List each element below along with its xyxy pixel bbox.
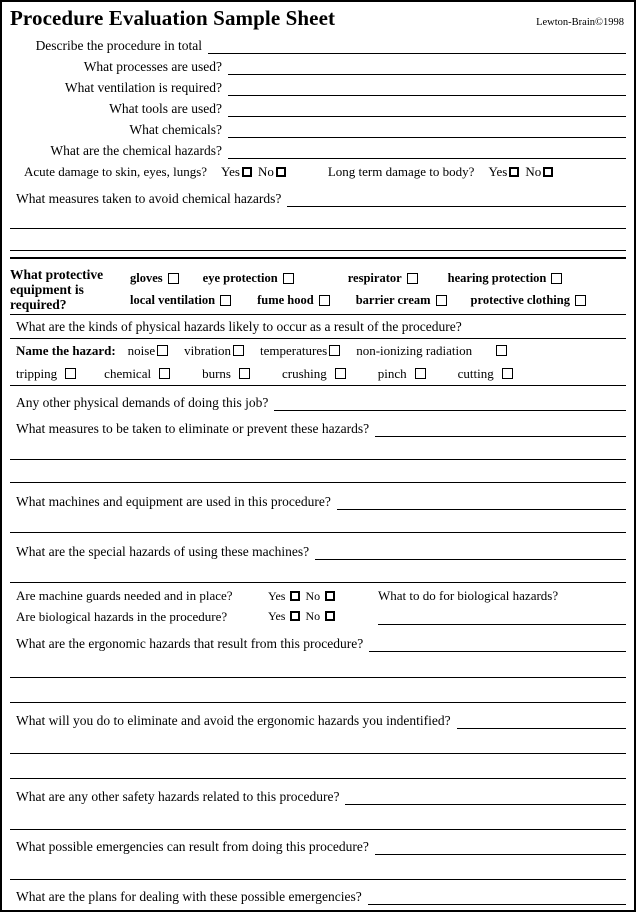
answer-field-chemical-measures-line2[interactable] (10, 207, 626, 229)
biological-hazards-row (10, 606, 626, 627)
question-label: What are the special hazards of using these machines? (16, 544, 310, 559)
question-row-processes (10, 54, 626, 75)
local-ventilation-checkbox[interactable] (220, 295, 231, 306)
machine-guards-no-checkbox[interactable] (325, 591, 335, 601)
answer-field-ergonomic-eliminate-line3[interactable] (10, 754, 626, 779)
question-row-emergency-plans (10, 880, 626, 905)
hazard-label: temperatures (260, 342, 328, 358)
protective-equipment-section (10, 263, 626, 314)
hazard-burns (202, 366, 252, 382)
hazard-non-ionizing-radiation (356, 343, 509, 359)
eye-protection-checkbox[interactable] (283, 273, 294, 284)
answer-field-special-hazards[interactable] (315, 544, 626, 560)
answer-field-possible-emergencies-line2[interactable] (10, 855, 626, 880)
question-row-special-hazards (10, 533, 626, 560)
chemical-checkbox[interactable] (159, 368, 170, 379)
answer-field-other-safety-hazards-line2[interactable] (10, 805, 626, 830)
hazard-label: chemical (104, 365, 152, 381)
protective-item-fume-hood (257, 293, 332, 308)
question-row-chemical-measures (10, 184, 626, 207)
question-label: What will you do to eliminate and avoid the ergonomic hazards you indentified? (16, 713, 451, 728)
acute-yes-label: Yes (221, 164, 240, 179)
protective-label-line2: equipment is (10, 282, 84, 297)
hazard-chemical (104, 366, 172, 382)
protective-item-label: hearing protection (447, 270, 547, 285)
answer-field-ergonomic-hazards-line3[interactable] (10, 678, 626, 703)
protective-item-gloves (130, 271, 181, 286)
protective-item-label: eye protection (202, 270, 278, 285)
crushing-checkbox[interactable] (335, 368, 346, 379)
protective-equipment-label (10, 267, 130, 312)
question-label: Any other physical demands of doing this job? (16, 395, 269, 410)
long-term-yes-checkbox[interactable] (509, 167, 519, 177)
protective-label-line1: What protective (10, 267, 104, 282)
protective-item-hearing-protection (448, 271, 565, 286)
protective-item-label: protective clothing (470, 292, 570, 307)
answer-field-ergonomic-hazards-line2[interactable] (10, 652, 626, 678)
machine-guards-no-label: No (305, 588, 321, 603)
temperatures-checkbox[interactable] (329, 345, 340, 356)
question-label: What measures to be taken to eliminate or prevent these hazards? (16, 421, 370, 436)
hazard-label: crushing (281, 365, 327, 381)
answer-field-hazard-measures-line3[interactable] (10, 460, 626, 483)
section-divider (10, 257, 626, 259)
hazard-tripping (16, 366, 78, 382)
question-label: What tools are used? (109, 101, 222, 116)
answer-field-emergency-plans[interactable] (368, 889, 626, 905)
answer-field-chemical-measures-line3[interactable] (10, 229, 626, 251)
biological-todo-question: What to do for biological hazards? (378, 588, 559, 603)
acute-no-checkbox[interactable] (276, 167, 286, 177)
answer-field-chemical-hazards[interactable] (228, 143, 626, 159)
sheet-header (10, 6, 626, 31)
hazard-vibration (184, 343, 246, 359)
question-label: What possible emergencies can result from doing this procedure? (16, 839, 369, 854)
question-row-tools (10, 96, 626, 117)
protective-item-label: fume hood (257, 292, 314, 307)
acute-damage-question: Acute damage to skin, eyes, lungs? (24, 164, 208, 179)
answer-field-tools[interactable] (228, 101, 626, 117)
gloves-checkbox[interactable] (168, 273, 179, 284)
answer-field-chemical-measures[interactable] (287, 191, 626, 207)
answer-field-biological-todo[interactable] (378, 609, 626, 625)
biological-no-label: No (305, 609, 321, 623)
noise-checkbox[interactable] (157, 345, 168, 356)
answer-field-other-safety-hazards[interactable] (345, 789, 626, 805)
pinch-checkbox[interactable] (415, 368, 426, 379)
question-row-ergonomic-eliminate (10, 703, 626, 729)
vibration-checkbox[interactable] (233, 345, 244, 356)
long-term-damage-question: Long term damage to body? (327, 164, 475, 179)
question-label: What chemicals? (129, 122, 222, 137)
protective-item-label: local ventilation (130, 292, 216, 307)
biological-hazards-question: Are biological hazards in the procedure? (16, 608, 228, 624)
question-label: What processes are used? (83, 59, 222, 74)
hazard-label: tripping (16, 365, 58, 381)
protective-item-label: respirator (347, 270, 402, 285)
acute-yes-checkbox[interactable] (242, 167, 252, 177)
protective-item-barrier-cream (356, 293, 449, 308)
hazard-noise (128, 343, 170, 359)
hearing-protection-checkbox[interactable] (551, 273, 562, 284)
answer-field-hazard-measures[interactable] (375, 421, 626, 437)
question-row-other-physical-demands (10, 386, 626, 411)
hazard-temperatures (260, 343, 342, 359)
long-term-no-label: No (525, 164, 542, 179)
question-row-other-safety-hazards (10, 779, 626, 805)
biological-hazards-answers (268, 609, 378, 624)
acute-no-label: No (257, 164, 274, 179)
hazard-label: noise (127, 342, 156, 358)
hazard-cutting (458, 366, 515, 382)
physical-hazards-question-label: What are the kinds of physical hazards likely to occur as a result of the procedure? (16, 318, 462, 334)
tripping-checkbox[interactable] (65, 368, 76, 379)
physical-hazards-question (10, 315, 626, 338)
copyright-notice: Lewton-Brain©1998 (536, 17, 624, 28)
answer-field-ventilation[interactable] (228, 80, 626, 96)
answer-field-processes[interactable] (228, 59, 626, 75)
protective-item-label: gloves (130, 270, 163, 285)
cutting-checkbox[interactable] (502, 368, 513, 379)
protective-item-eye-protection (203, 271, 296, 286)
answer-field-hazard-measures-line2[interactable] (10, 437, 626, 460)
question-label: What are the plans for dealing with these possible emergencies? (16, 889, 362, 904)
question-label: Describe the procedure in total (35, 38, 202, 53)
question-label: What are the chemical hazards? (50, 143, 222, 158)
answer-field-other-physical-demands[interactable] (274, 395, 626, 411)
barrier-cream-checkbox[interactable] (436, 295, 447, 306)
machine-guards-yes-label: Yes (268, 588, 286, 603)
answer-field-machines-used-line2[interactable] (10, 510, 626, 533)
answer-field-machines-used[interactable] (337, 494, 626, 510)
name-the-hazard-label: Name the hazard: (16, 342, 116, 358)
non-ionizing-radiation-checkbox[interactable] (496, 345, 507, 356)
question-label: What measures taken to avoid chemical hazards? (16, 191, 282, 206)
answer-field-describe-procedure[interactable] (208, 38, 626, 54)
protective-item-protective-clothing (471, 293, 588, 308)
burns-checkbox[interactable] (239, 368, 250, 379)
machine-guards-row (10, 583, 626, 606)
answer-field-chemicals[interactable] (228, 122, 626, 138)
question-row-ventilation (10, 75, 626, 96)
question-label: What are the ergonomic hazards that result from this procedure? (16, 636, 364, 651)
biological-yes-label: Yes (268, 609, 286, 623)
question-label: What machines and equipment are used in this procedure? (16, 494, 331, 509)
question-row-possible-emergencies (10, 830, 626, 855)
hazard-label: vibration (184, 342, 232, 358)
question-row-describe-procedure (10, 33, 626, 54)
protective-item-respirator (348, 271, 420, 286)
question-row-hazard-measures (10, 411, 626, 437)
answer-field-ergonomic-eliminate-line2[interactable] (10, 729, 626, 754)
protective-equipment-row-2 (130, 289, 626, 311)
protective-item-label: barrier cream (355, 292, 431, 307)
top-questions-block (10, 33, 626, 159)
question-row-chemicals (10, 117, 626, 138)
protective-item-local-ventilation (130, 293, 233, 308)
biological-yes-checkbox[interactable] (290, 611, 300, 621)
answer-field-possible-emergencies[interactable] (375, 839, 626, 855)
machine-guards-yes-checkbox[interactable] (290, 591, 300, 601)
question-label: What ventilation is required? (64, 80, 222, 95)
answer-field-ergonomic-hazards[interactable] (369, 636, 626, 652)
question-row-ergonomic-hazards (10, 627, 626, 652)
question-row-machines-used (10, 483, 626, 510)
answer-field-special-hazards-line2[interactable] (10, 560, 626, 583)
question-label: What are any other safety hazards related to this procedure? (16, 789, 340, 804)
machine-guards-question: Are machine guards needed and in place? (16, 588, 233, 603)
hazard-name-row-2 (10, 362, 626, 385)
long-term-no-checkbox[interactable] (543, 167, 553, 177)
question-row-chemical-hazards (10, 138, 626, 159)
respirator-checkbox[interactable] (407, 273, 418, 284)
protective-equipment-row-1 (130, 267, 626, 289)
biological-no-checkbox[interactable] (325, 611, 335, 621)
hazard-name-row-1 (10, 339, 626, 362)
hazard-label: cutting (457, 365, 494, 381)
hazard-label: burns (202, 365, 231, 381)
hazard-label: non-ionizing radiation (356, 342, 473, 358)
hazard-label: pinch (377, 365, 407, 381)
fume-hood-checkbox[interactable] (319, 295, 330, 306)
protective-label-line3: required? (10, 297, 67, 312)
long-term-yes-label: Yes (488, 164, 508, 179)
acute-damage-row (10, 159, 626, 184)
page-title: Procedure Evaluation Sample Sheet (10, 6, 336, 30)
hazard-pinch (378, 366, 428, 382)
answer-field-ergonomic-eliminate[interactable] (457, 713, 626, 729)
protective-clothing-checkbox[interactable] (575, 295, 586, 306)
machine-guards-answers (268, 589, 378, 604)
hazard-crushing (282, 366, 348, 382)
